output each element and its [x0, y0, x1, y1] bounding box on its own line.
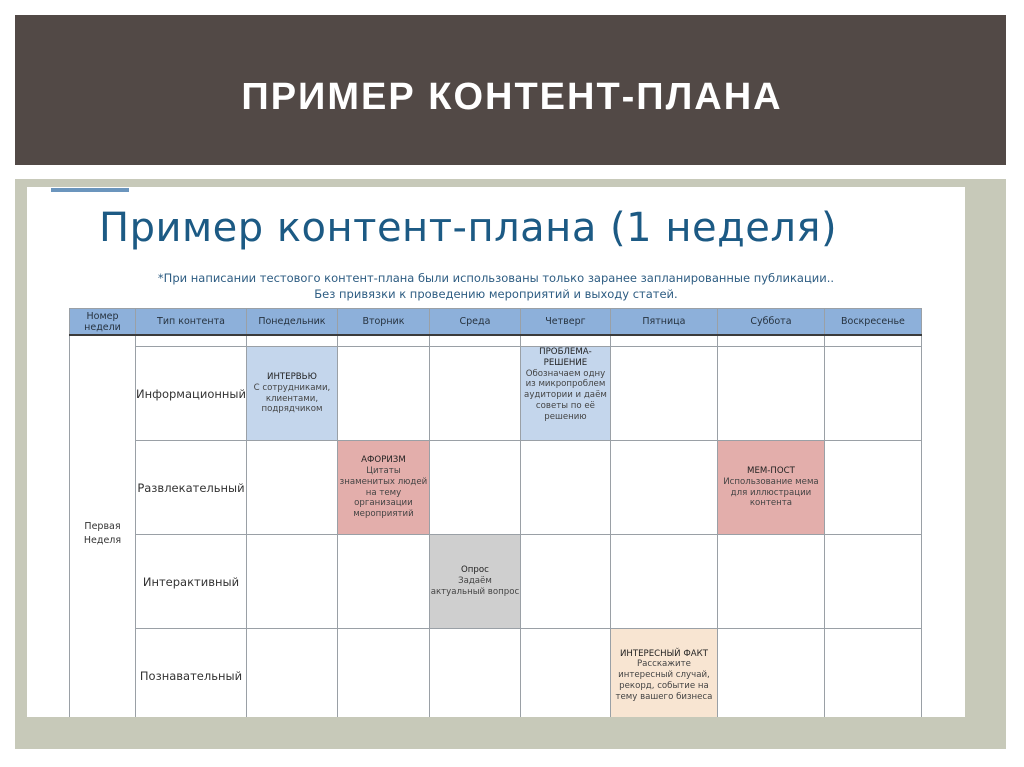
table-gap-row [70, 335, 922, 347]
header-thursday: Четверг [520, 309, 610, 336]
event-title: ИНТЕРВЬЮ [267, 371, 317, 382]
header-wednesday: Среда [429, 309, 520, 336]
event-title: АФОРИЗМ [361, 455, 406, 466]
table-row [70, 441, 922, 535]
content-plan-table [69, 308, 922, 717]
event-text: Расскажите интересный случай, рекорд, событие на тему вашего бизнеса [615, 659, 713, 702]
event-interesting-fact [610, 629, 717, 718]
table-row [70, 347, 922, 441]
header-week: Номер недели [70, 309, 136, 336]
event-poll [429, 535, 520, 629]
content-plan-image [27, 187, 965, 717]
event-title: МЕМ-ПОСТ [747, 465, 795, 476]
event-interview [246, 347, 337, 441]
table-header-row [70, 309, 922, 336]
header-saturday: Суббота [717, 309, 824, 336]
table-row [70, 535, 922, 629]
type-educational: Познавательный [136, 629, 247, 718]
header-friday: Пятница [610, 309, 717, 336]
type-informational: Информационный [136, 347, 247, 441]
week-label: Первая Неделя [70, 347, 136, 718]
event-title: ПРОБЛЕМА-РЕШЕНИЕ [539, 347, 592, 368]
type-interactive: Интерактивный [136, 535, 247, 629]
event-text: Задаём актуальный вопрос [430, 576, 520, 597]
image-heading: Пример контент-плана (1 неделя) [99, 205, 838, 251]
accent-line [51, 188, 129, 192]
table-row [70, 629, 922, 718]
header-type: Тип контента [136, 309, 247, 336]
header-sunday: Воскресенье [824, 309, 921, 336]
event-problem-solution [520, 347, 610, 441]
event-text: Использование мема для иллюстрации контента [723, 476, 819, 509]
event-title: ИНТЕРЕСНЫЙ ФАКТ [619, 648, 708, 659]
event-aphorism [337, 441, 429, 535]
header-monday: Понедельник [246, 309, 337, 336]
event-text: Обозначаем одну из микропроблем аудитории и даём советы по её решению [524, 368, 607, 422]
event-text: Цитаты знаменитых людей на тему организации мероприятий [339, 465, 428, 520]
note-line-2: Без привязки к проведению мероприятий и выходу статей. [314, 287, 678, 301]
header-tuesday: Вторник [337, 309, 429, 336]
event-text: С сотрудниками, клиентами, подрядчиком [253, 382, 331, 415]
event-meme-post [717, 441, 824, 535]
type-entertainment: Развлекательный [136, 441, 247, 535]
note-line-1: *При написании тестового контент-плана были использованы только заранее запланированные публикации.. [157, 271, 835, 285]
slide-title: ПРИМЕР КОНТЕНТ-ПЛАНА [241, 76, 783, 118]
event-title: Опрос [461, 565, 489, 576]
